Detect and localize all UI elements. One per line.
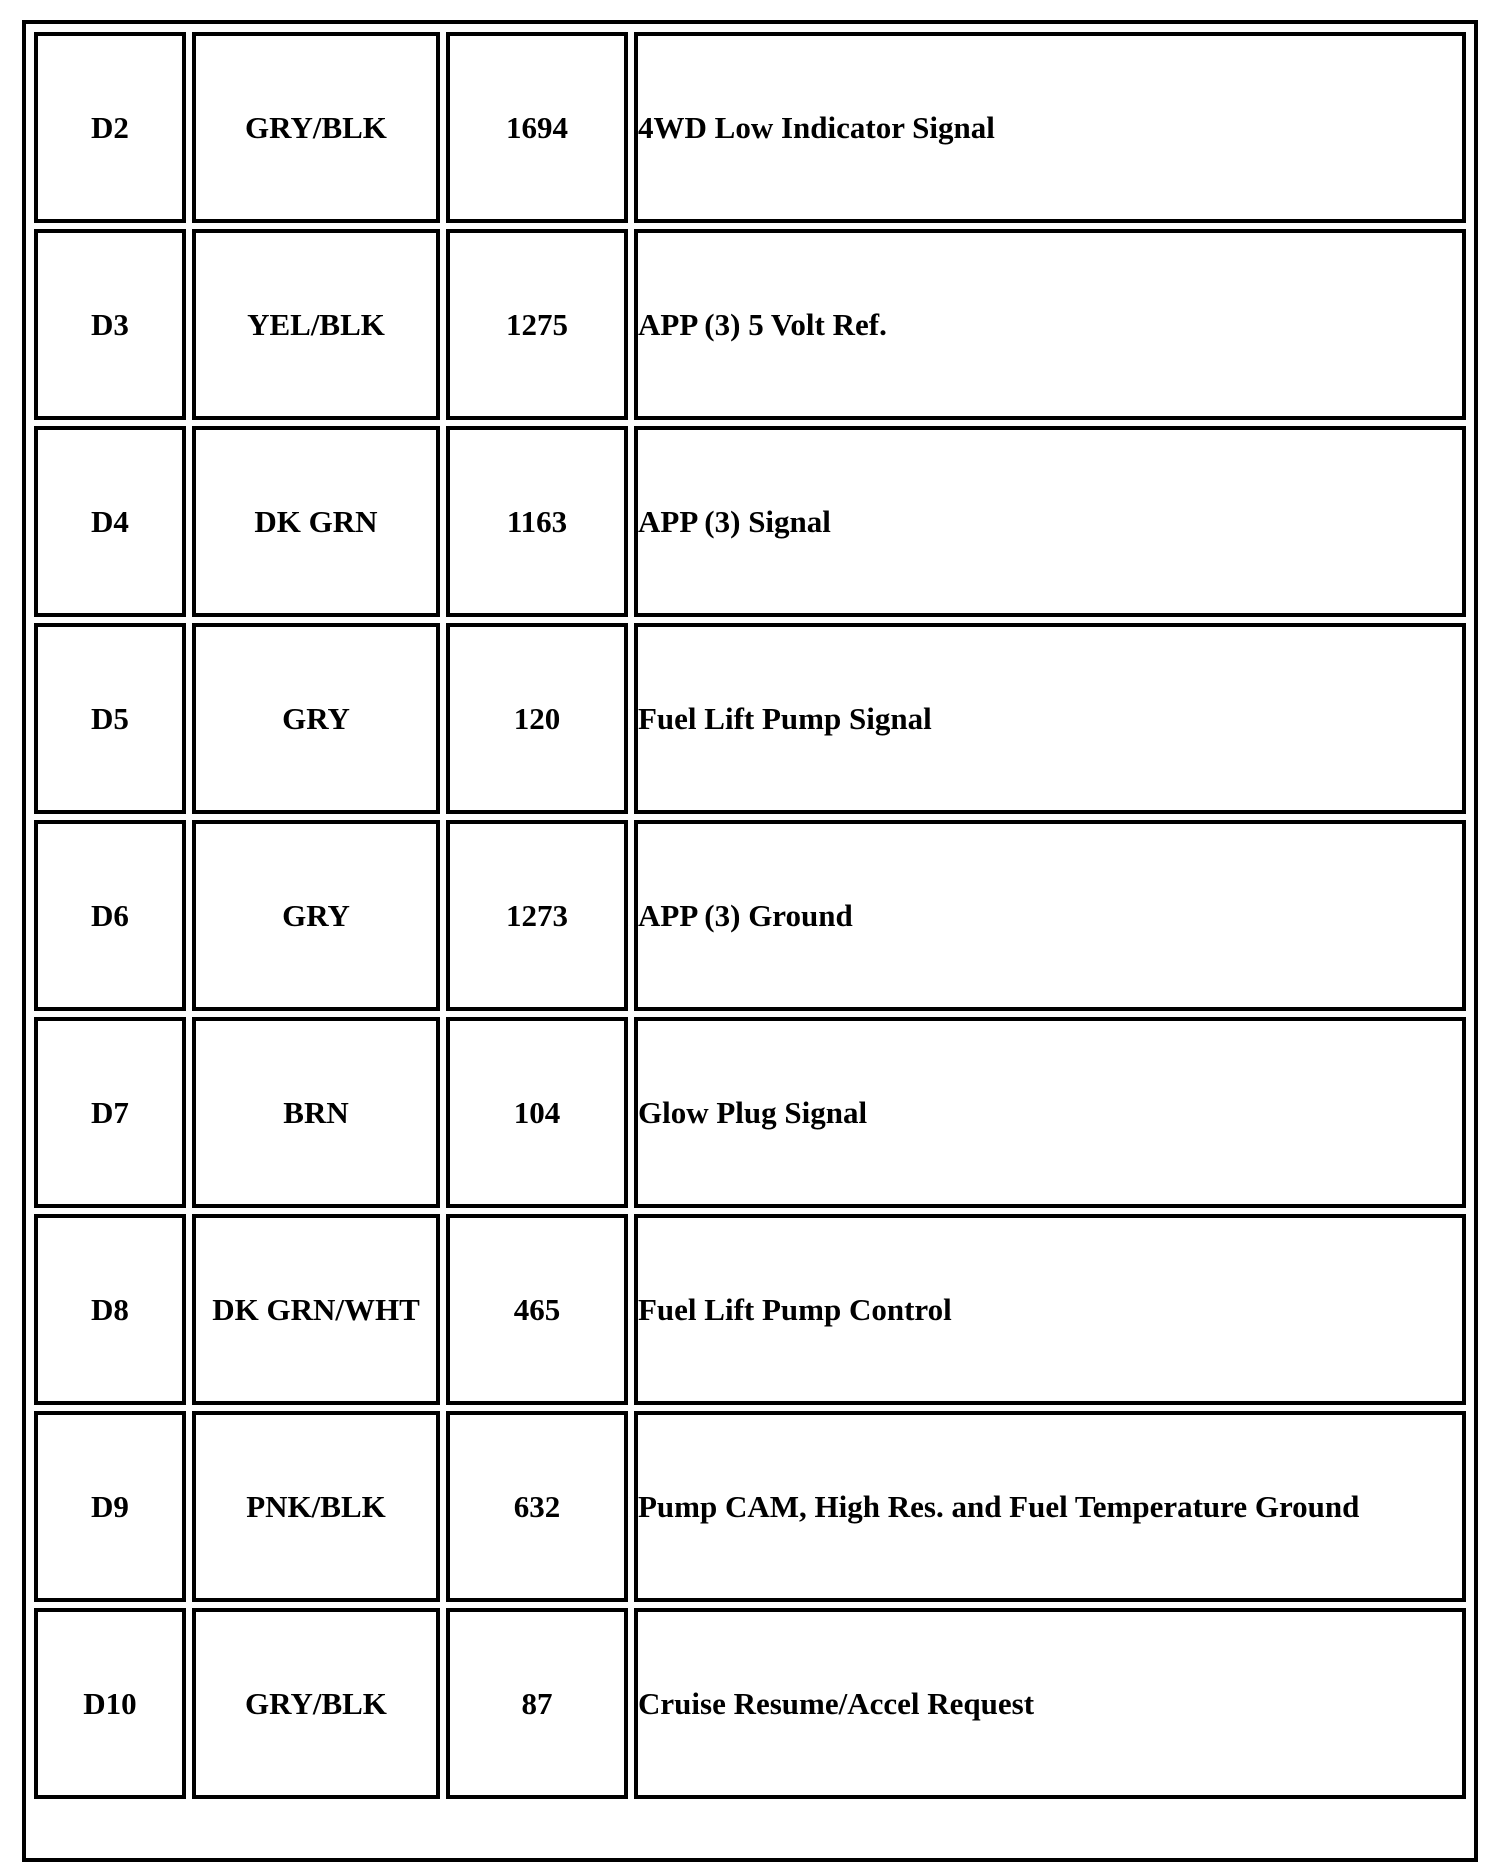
function-cell: Fuel Lift Pump Control [634, 1214, 1466, 1405]
circuit-cell: 87 [446, 1608, 628, 1799]
pin-cell: D2 [34, 32, 186, 223]
pin-cell: D3 [34, 229, 186, 420]
function-cell: APP (3) Signal [634, 426, 1466, 617]
wire-color-cell: DK GRN/WHT [192, 1214, 440, 1405]
pin-cell: D5 [34, 623, 186, 814]
circuit-cell: 465 [446, 1214, 628, 1405]
circuit-cell: 1163 [446, 426, 628, 617]
table-row [34, 32, 1466, 223]
wire-color-cell: BRN [192, 1017, 440, 1208]
wire-color-cell: YEL/BLK [192, 229, 440, 420]
pin-cell: D4 [34, 426, 186, 617]
table-row [34, 820, 1466, 1011]
pin-cell: D6 [34, 820, 186, 1011]
connector-pinout-table [28, 26, 1472, 1805]
table-row [34, 1214, 1466, 1405]
circuit-cell: 1273 [446, 820, 628, 1011]
wire-color-cell: GRY/BLK [192, 32, 440, 223]
function-cell: Fuel Lift Pump Signal [634, 623, 1466, 814]
function-cell: Glow Plug Signal [634, 1017, 1466, 1208]
wire-color-cell: PNK/BLK [192, 1411, 440, 1602]
circuit-cell: 1275 [446, 229, 628, 420]
table-row [34, 1411, 1466, 1602]
pin-cell: D10 [34, 1608, 186, 1799]
function-cell: Pump CAM, High Res. and Fuel Temperature Ground [634, 1411, 1466, 1602]
table-row [34, 1608, 1466, 1799]
circuit-cell: 632 [446, 1411, 628, 1602]
pin-cell: D8 [34, 1214, 186, 1405]
pin-cell: D9 [34, 1411, 186, 1602]
circuit-cell: 104 [446, 1017, 628, 1208]
wire-color-cell: GRY/BLK [192, 1608, 440, 1799]
circuit-cell: 120 [446, 623, 628, 814]
function-cell: APP (3) 5 Volt Ref. [634, 229, 1466, 420]
table-row [34, 426, 1466, 617]
function-cell: Cruise Resume/Accel Request [634, 1608, 1466, 1799]
table-row [34, 229, 1466, 420]
function-cell: 4WD Low Indicator Signal [634, 32, 1466, 223]
function-cell: APP (3) Ground [634, 820, 1466, 1011]
wire-color-cell: GRY [192, 820, 440, 1011]
pin-cell: D7 [34, 1017, 186, 1208]
circuit-cell: 1694 [446, 32, 628, 223]
table-row [34, 1017, 1466, 1208]
table-row [34, 623, 1466, 814]
wire-color-cell: DK GRN [192, 426, 440, 617]
wire-color-cell: GRY [192, 623, 440, 814]
